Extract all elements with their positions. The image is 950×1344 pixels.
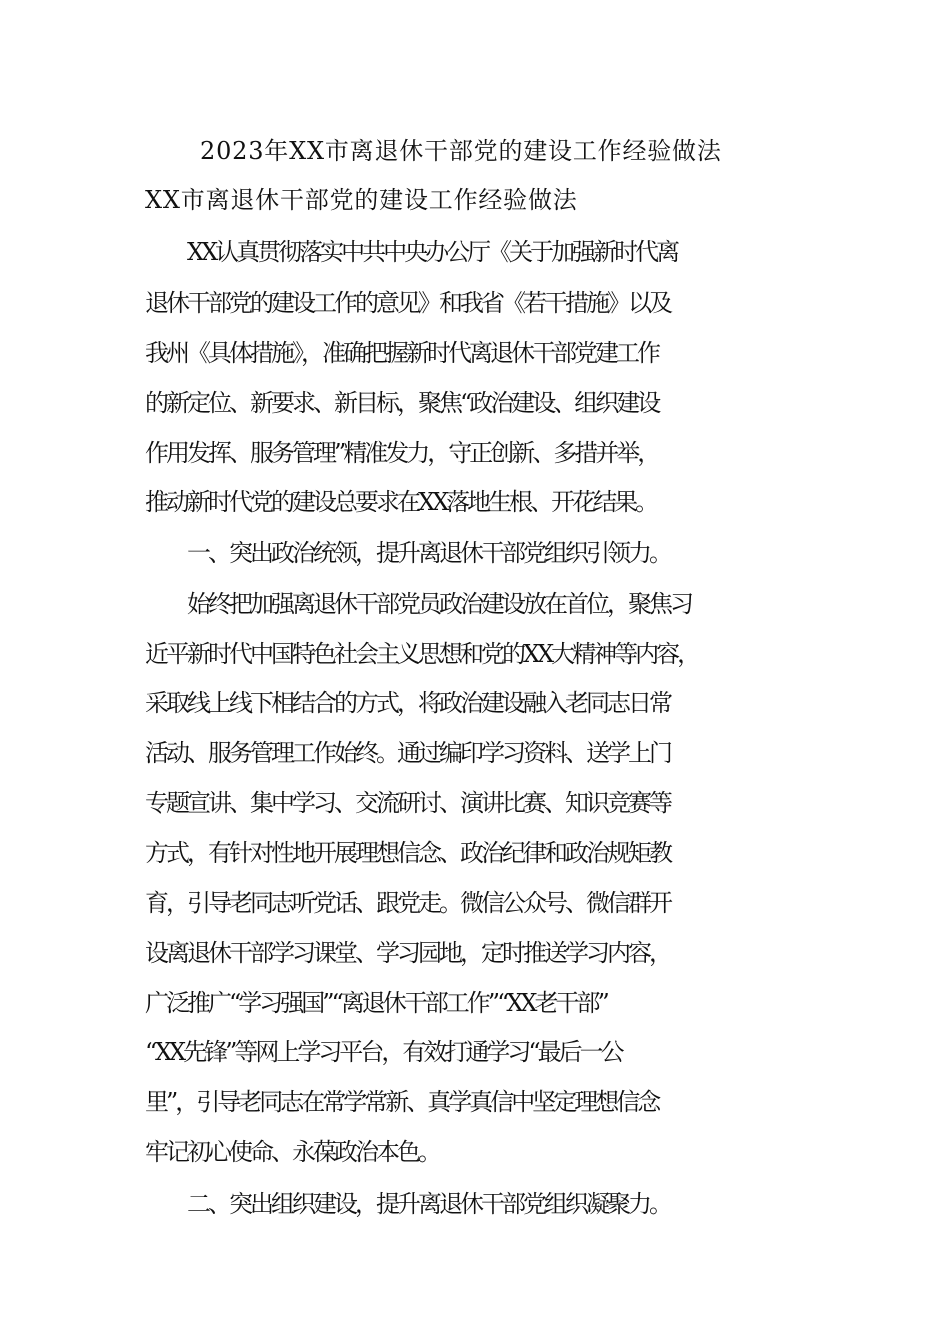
- paragraph-line: 广泛推广“学习强国”“离退休干部工作”“XX老干部”: [145, 989, 607, 1017]
- paragraph-line: 里”，引导老同志在常学常新、真学真信中坚定理想信念: [145, 1088, 659, 1116]
- section-heading-line: 一、突出政治统领，提升离退休干部党组织引领力。: [187, 539, 670, 567]
- paragraph-line: 退休干部党的建设工作的意见》和我省《若干措施》以及: [145, 289, 670, 317]
- paragraph-line: 牢记初心使命、永葆政治本色。: [145, 1138, 439, 1166]
- document-subtitle: XX市离退休干部党的建设工作经验做法: [145, 186, 578, 214]
- paragraph-line: XX认真贯彻落实中共中央办公厅《关于加强新时代离: [187, 238, 678, 266]
- paragraph-line: 专题宣讲、集中学习、交流研讨、演讲比赛、知识竞赛等: [145, 789, 670, 817]
- paragraph-line: 育，引导老同志听党话、跟党走。微信公众号、微信群开: [145, 889, 670, 917]
- document-title: 2023年XX市离退休干部党的建设工作经验做法: [200, 137, 722, 165]
- paragraph-line: 近平新时代中国特色社会主义思想和党的XX大精神等内容，: [145, 640, 699, 668]
- section-heading-line: 二、突出组织建设，提升离退休干部党组织凝聚力。: [187, 1190, 670, 1218]
- paragraph-line: 的新定位、新要求、新目标，聚焦“政治建设、组织建设: [145, 389, 659, 417]
- paragraph-line: 作用发挥、服务管理”精准发力，守正创新、多措并举，: [145, 439, 659, 467]
- paragraph-line: 方式，有针对性地开展理想信念、政治纪律和政治规矩教: [145, 839, 670, 867]
- paragraph-line: “XX先锋”等网上学习平台，有效打通学习“最后一公: [145, 1038, 622, 1066]
- paragraph-line: 我州《具体措施》，准确把握新时代离退休干部党建工作: [145, 339, 658, 367]
- paragraph-line: 采取线上线下相结合的方式，将政治建设融入老同志日常: [145, 689, 670, 717]
- paragraph-line: 推动新时代党的建设总要求在XX落地生根、开花结果。: [145, 488, 657, 516]
- paragraph-line: 始终把加强离退休干部党员政治建设放在首位，聚焦习: [187, 590, 691, 618]
- paragraph-line: 设离退休干部学习课堂、学习园地，定时推送学习内容，: [145, 939, 670, 967]
- paragraph-line: 活动、服务管理工作始终。通过编印学习资料、送学上门: [145, 739, 670, 767]
